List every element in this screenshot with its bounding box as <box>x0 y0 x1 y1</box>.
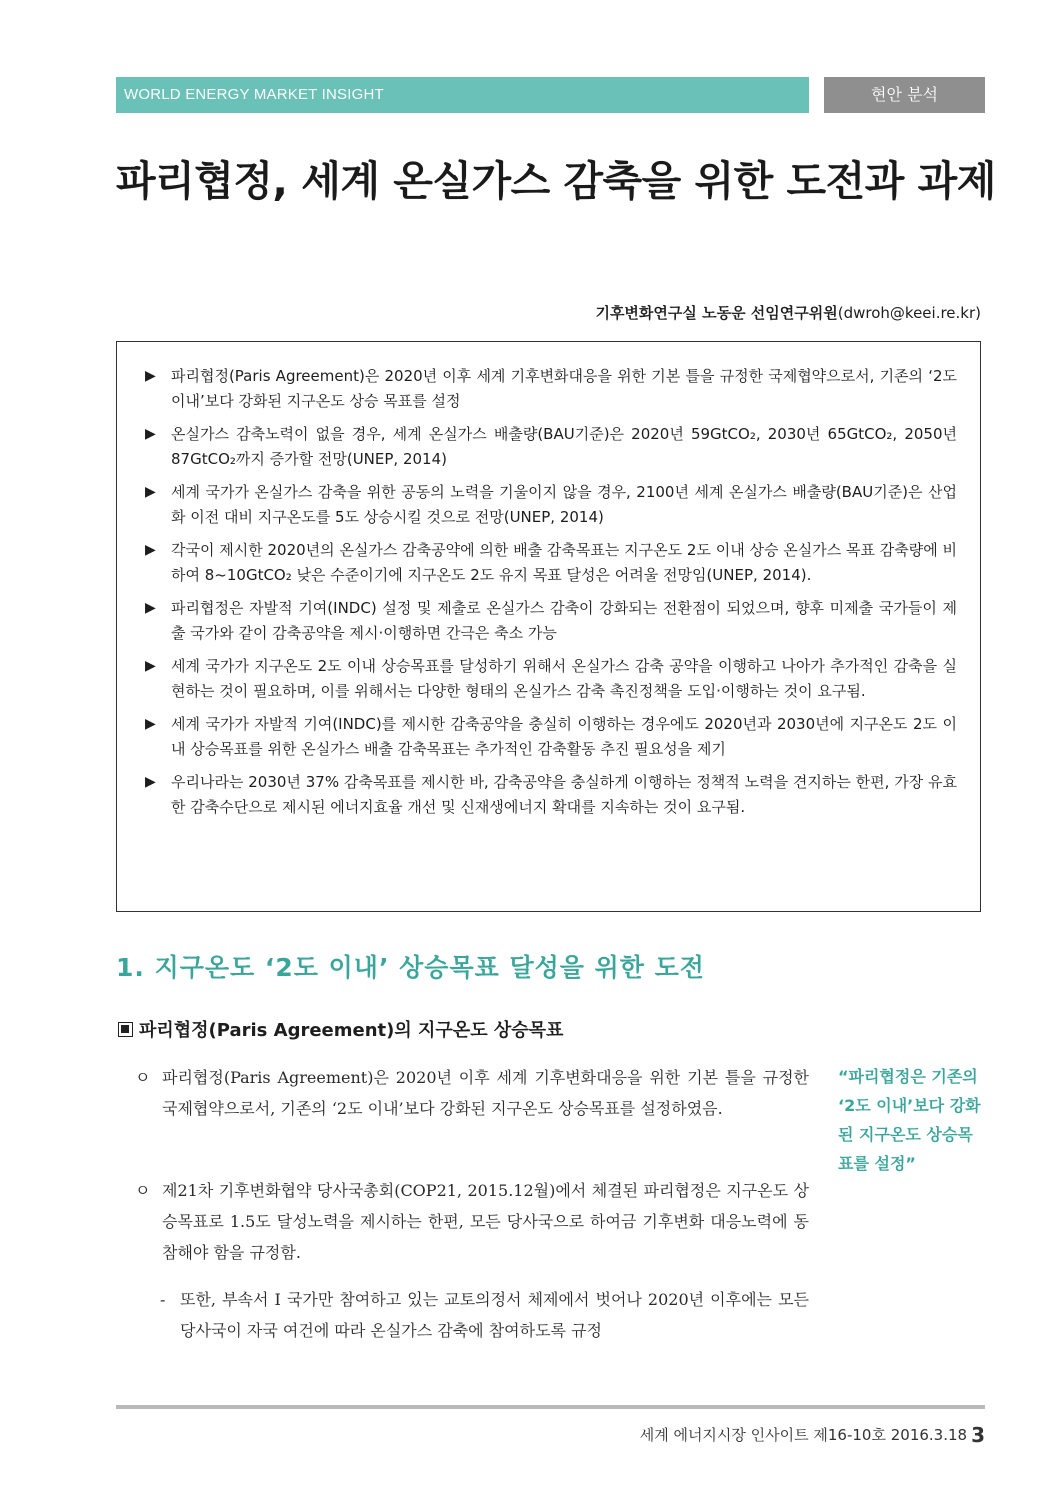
triangle-right-icon: ▶ <box>145 774 156 790</box>
category-tag: 현안 분석 <box>824 77 985 113</box>
footer <box>640 1421 985 1445</box>
summary-list <box>145 364 957 828</box>
author-name: 기후변화연구실 노동운 선임연구위원 <box>595 304 838 322</box>
dash-bullet-icon: - <box>160 1290 166 1309</box>
summary-item: ▶ 우리나라는 2030년 37% 감축목표를 제시한 바, 감축공약을 충실하게 이행하는 정책적 노력을 견지하는 한편, 가장 유효한 감축수단으로 제시된 에너지효율 개선 및 신재생에너지 확대를 지속하는 것이 요구됨. <box>145 770 957 820</box>
sub-point: - 또한, 부속서 I 국가만 참여하고 있는 교토의정서 체제에서 벗어나 2020년 이후에는 모든 당사국이 자국 여건에 따라 온실가스 감축에 참여하도록 규정 <box>160 1284 809 1346</box>
header-bar <box>116 77 809 113</box>
triangle-right-icon: ▶ <box>145 600 156 616</box>
sub-heading <box>118 1016 563 1042</box>
summary-item: ▶ 온실가스 감축노력이 없을 경우, 세계 온실가스 배출량(BAU기준)은 2020년 59GtCO₂, 2030년 65GtCO₂, 2050년 87GtCO₂까지 증가할 전망(UNEP, 2014) <box>145 422 957 472</box>
sub-heading-text: 파리협정(Paris Agreement)의 지구온도 상승목표 <box>139 1020 564 1041</box>
triangle-right-icon: ▶ <box>145 426 156 442</box>
page-number: 3 <box>971 1423 985 1447</box>
section-heading: 1. 지구온도 ‘2도 이내’ 상승목표 달성을 위한 도전 <box>116 953 705 982</box>
summary-item: ▶ 각국이 제시한 2020년의 온실가스 감축공약에 의한 배출 감축목표는 지구온도 2도 이내 상승 온실가스 목표 감축량에 비하여 8~10GtCO₂ 낮은 수준이기에 지구온도 2도 유지 목표 달성은 어려울 전망임(UNEP, 2014). <box>145 538 957 588</box>
filled-square-icon <box>118 1022 133 1037</box>
triangle-right-icon: ▶ <box>145 368 156 384</box>
triangle-right-icon: ▶ <box>145 658 156 674</box>
triangle-right-icon: ▶ <box>145 542 156 558</box>
author-email[interactable]: (dwroh@keei.re.kr) <box>837 304 981 322</box>
publication-banner-text: WORLD ENERGY MARKET INSIGHT <box>124 86 384 103</box>
footer-publication: 세계 에너지시장 인사이트 제16-10호 2016.3.18 <box>639 1426 968 1444</box>
page-title: 파리협정, 세계 온실가스 감축을 위한 도전과 과제 <box>116 157 996 205</box>
triangle-right-icon: ▶ <box>145 484 156 500</box>
author-line <box>595 302 981 323</box>
triangle-right-icon: ▶ <box>145 716 156 732</box>
summary-box <box>116 341 981 912</box>
circle-bullet-icon: ㅇ <box>135 1181 151 1200</box>
body-paragraph: ㅇ 제21차 기후변화협약 당사국총회(COP21, 2015.12월)에서 체결된 파리협정은 지구온도 상승목표로 1.5도 달성노력을 제시하는 한편, 모든 당사국으로 하여금 기후변화 대응노력에 동참해야 함을 규정함. <box>135 1175 809 1268</box>
summary-item: ▶ 세계 국가가 자발적 기여(INDC)를 제시한 감축공약을 충실히 이행하는 경우에도 2020년과 2030년에 지구온도 2도 이내 상승목표를 위한 온실가스 배출 감축목표는 추가적인 감축활동 추진 필요성을 제기 <box>145 712 957 762</box>
body-paragraph: ㅇ 파리협정(Paris Agreement)은 2020년 이후 세계 기후변화대응을 위한 기본 틀을 규정한 국제협약으로서, 기존의 ‘2도 이내’보다 강화된 지구온도 상승목표를 설정하였음. <box>135 1062 809 1124</box>
summary-item: ▶ 파리협정(Paris Agreement)은 2020년 이후 세계 기후변화대응을 위한 기본 틀을 규정한 국제협약으로서, 기존의 ‘2도 이내’보다 강화된 지구온도 상승 목표를 설정 <box>145 364 957 414</box>
pull-quote: “파리협정은 기존의 ‘2도 이내’보다 강화된 지구온도 상승목표를 설정” <box>838 1067 981 1173</box>
summary-item: ▶ 세계 국가가 지구온도 2도 이내 상승목표를 달성하기 위해서 온실가스 감축 공약을 이행하고 나아가 추가적인 감축을 실현하는 것이 필요하며, 이를 위해서는 다양한 형태의 온실가스 감축 촉진정책을 도입·이행하는 것이 요구됨. <box>145 654 957 704</box>
summary-item: ▶ 파리협정은 자발적 기여(INDC) 설정 및 제출로 온실가스 감축이 강화되는 전환점이 되었으며, 향후 미제출 국가들이 제출 국가와 같이 감축공약을 제시·이행하면 간극은 축소 가능 <box>145 596 957 646</box>
summary-item: ▶ 세계 국가가 온실가스 감축을 위한 공동의 노력을 기울이지 않을 경우, 2100년 세계 온실가스 배출량(BAU기준)은 산업화 이전 대비 지구온도를 5도 상승시킬 것으로 전망(UNEP, 2014) <box>145 480 957 530</box>
circle-bullet-icon: ㅇ <box>135 1068 151 1087</box>
footer-divider <box>116 1405 985 1409</box>
